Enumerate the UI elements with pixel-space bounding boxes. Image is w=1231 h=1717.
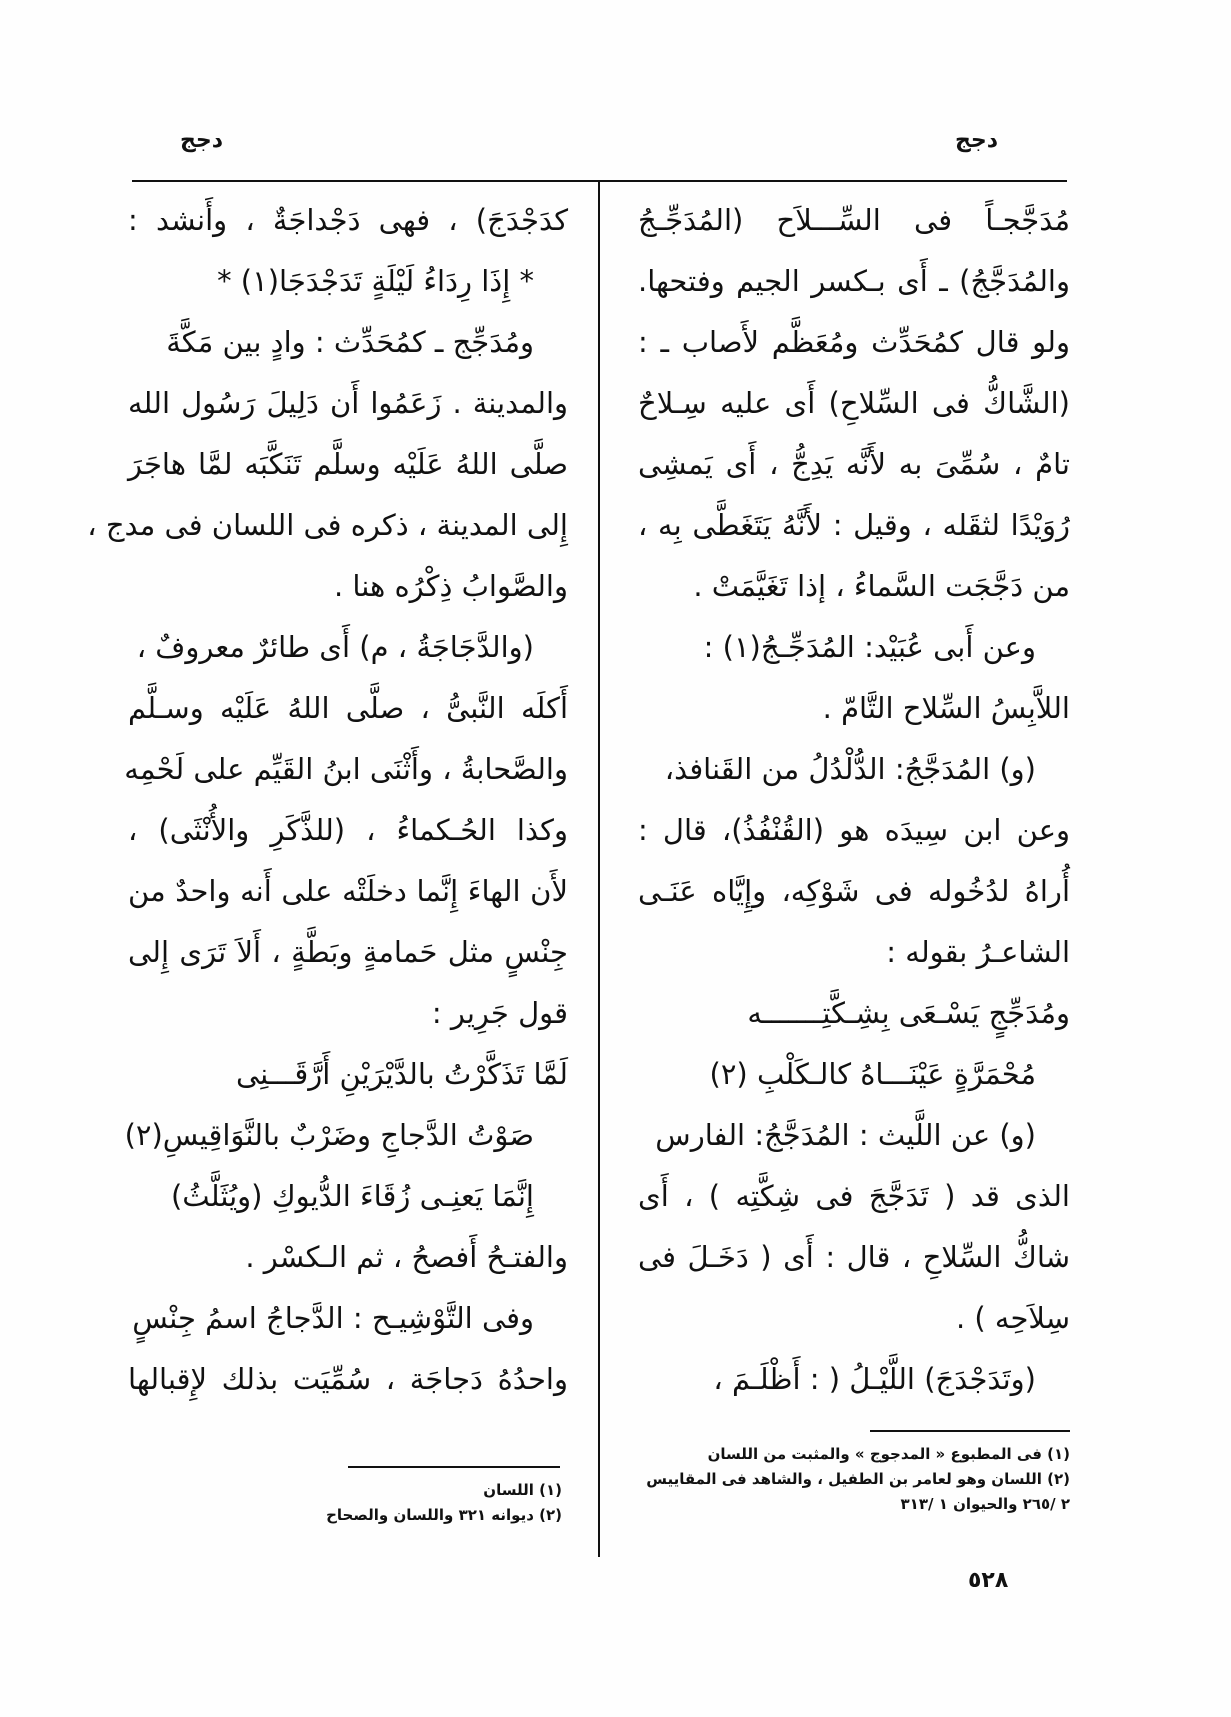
- page-number: ٥٢٨: [968, 1568, 1009, 1593]
- text-line: من دَجَّجَت السَّماءُ ، إذا تَغَيَّمَتْ .: [693, 569, 1070, 603]
- verse-line: لَمَّا تَذَكَّرْتُ بالدَّيْرَيْنِ أَرَّقَـــنِى: [235, 1057, 568, 1091]
- text-line: إِنَّمَا يَعنِـى زُقَاءَ الدُّيوكِ (ويُثَلَّثُ): [170, 1179, 534, 1213]
- text-line: والفتـحُ أَفصحُ ، ثم الـكسْر .: [245, 1240, 568, 1274]
- text-line: وكذا الحُـكماءُ ، (للذَّكَرِ والأُنْثَى) ،: [128, 813, 568, 847]
- text-line: (و) عن اللَّيث : المُدَجَّجُ: الفارس: [655, 1118, 1036, 1152]
- text-line: الذى قد ( تَدَجَّجَ فى شِكَّتِه ) ، أَى: [638, 1179, 1070, 1213]
- text-line: وفى التَّوْشِيـح : الدَّجاجُ اسمُ جِنْسٍ: [132, 1301, 534, 1335]
- text-line: سِلاَحِه ) .: [955, 1301, 1070, 1335]
- text-line: قول جَرِير :: [431, 996, 568, 1030]
- text-line: جِنْسٍ مثل حَمامةٍ وبَطَّةٍ ، أَلاَ تَرَى إِلى: [128, 935, 568, 969]
- running-header-right: دجج: [955, 128, 999, 153]
- text-line: والمُدَجَّجُ) ـ أَى بـكسر الجيم وفتحها.: [638, 264, 1070, 298]
- text-line: وعن ابن سِيدَه هو (القُنْفُذُ)، قال :: [638, 813, 1070, 847]
- text-line: والصَّوابُ ذِكْرُه هنا .: [333, 569, 568, 603]
- left-column: [87, 190, 568, 1410]
- text-line: (و) المُدَجَّجُ: الدُّلْدُلُ من القَنافذ،: [664, 752, 1036, 786]
- footnotes-left: [270, 1478, 562, 1528]
- text-line: تامٌ ، سُمِّىَ به لأَنَّه يَدِجُّ ، أَى يَمشِى: [638, 447, 1070, 481]
- verse-line: * إِذَا رِدَاءُ لَيْلَةٍ تَدَجْدَجَا(١) *: [217, 264, 534, 298]
- text-line: اللاَّبِسُ السِّلاح التَّامّ .: [822, 691, 1070, 725]
- text-line: أَكلَه النَّبىُّ ، صلَّى اللهُ عَلَيْه وسـلَّم: [128, 691, 568, 725]
- text-line: ولو قال كمُحَدِّث ومُعَظَّم لأَصاب ـ :: [638, 325, 1070, 359]
- footnote: (١) اللسان: [483, 1481, 562, 1499]
- text-line: مُدَجَّجـاً فى السِّـــلاَح (المُدَجِّـجُ: [638, 203, 1070, 237]
- running-header-left: دجج: [180, 128, 224, 153]
- footnote: (١) فى المطبوع « المدجوج » والمثبت من اللسان: [707, 1445, 1070, 1463]
- column-divider: [598, 182, 600, 1557]
- text-line: (وتَدَجْدَجَ) اللَّيْـلُ ( : أَظْلَـمَ ،: [713, 1362, 1036, 1396]
- text-line: رُوَيْدًا لثقَله ، وقيل : لأَنَّهُ يَتَغَطَّى بِه ،: [638, 508, 1070, 542]
- right-column: [638, 190, 1070, 1410]
- text-line: (الشَّاكُّ فى السِّلاحِ) أَى عليه سِـلاحٌ: [638, 386, 1070, 420]
- footnotes-right: [620, 1442, 1070, 1517]
- text-line: صلَّى اللهُ عَلَيْه وسلَّم تَنَكَّبَه لمَّا هاجَرَ: [128, 447, 568, 481]
- text-line: أُراهُ لدُخُوله فى شَوْكِه، وإِيَّاه عَنَـى: [638, 874, 1070, 908]
- text-line: والصَّحابةُ ، وأَثْنَى ابنُ القَيِّم على لَحْمِه: [124, 752, 568, 786]
- text-line: إِلى المدينة ، ذكره فى اللسان فى مدج ،: [87, 508, 568, 542]
- footnote-rule-left: [348, 1466, 560, 1468]
- text-line: ومُدَجِّج ـ كمُحَدِّث : وادٍ بين مَكَّةَ: [166, 325, 534, 359]
- text-line: والمدينة . زَعَمُوا أَن دَلِيلَ رَسُول الله: [128, 386, 568, 420]
- footnote-rule-right: [870, 1430, 1070, 1432]
- text-line: شاكُّ السِّلاحِ ، قال : أَى ( دَخَـلَ فى: [638, 1240, 1070, 1274]
- text-line: واحدُهُ دَجاجَة ، سُمِّيَت بذلك لإِقبالها: [128, 1362, 568, 1396]
- text-line: لأَن الهاءَ إِنَّما دخلَتْه على أَنه واحدٌ من: [128, 874, 568, 908]
- footnote: (٢) ديوانه ٣٢١ واللسان والصحاح: [326, 1506, 562, 1524]
- verse-line: صَوْتُ الدَّجاجِ وضَرْبٌ بالنَّوَاقِيسِ(٢): [124, 1118, 534, 1152]
- footnote: ٢ /٢٦٥ والحيوان ١ /٣١٣: [900, 1495, 1070, 1513]
- text-line: كدَجْدَجَ) ، فهى دَجْداجَةٌ ، وأَنشد :: [128, 203, 568, 237]
- text-line: الشاعـرُ بقوله :: [886, 935, 1070, 969]
- text-line: (والدَّجَاجَةُ ، م) أَى طائرٌ معروفٌ ،: [136, 630, 534, 664]
- text-line: وعن أَبى عُبَيْد: المُدَجِّـجُ(١) :: [703, 630, 1036, 664]
- footnote: (٢) اللسان وهو لعامر بن الطفيل ، والشاهد فى المقاييس: [646, 1470, 1070, 1488]
- verse-line: ومُدَجِّجٍ يَسْـعَى بِشِـكَّتِـــــــه: [747, 996, 1070, 1030]
- verse-line: مُحْمَرَّةٍ عَيْنَـــاهُ كالـكَلْبِ (٢): [709, 1057, 1036, 1091]
